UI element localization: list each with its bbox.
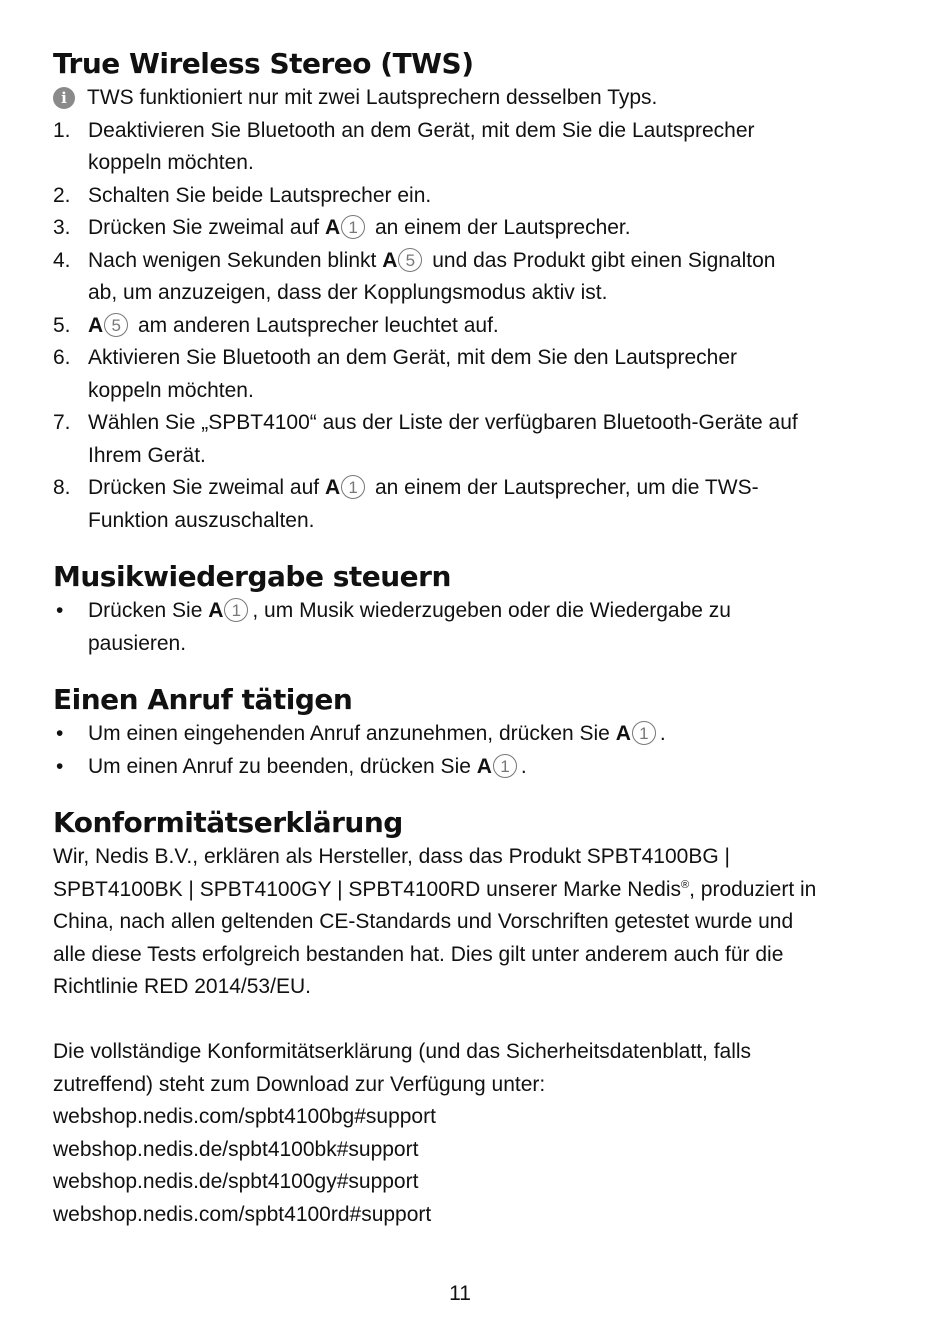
list-item: • Um einen eingehenden Anruf anzunehmen, drücken Sie A 1 . (53, 718, 913, 751)
tws-steps-list (53, 115, 913, 538)
bullet: • (56, 754, 64, 778)
support-link[interactable]: webshop.nedis.de/spbt4100bk#support (53, 1137, 419, 1161)
download-paragraph: Die vollständige Konformitätserklärung (und das Sicherheitsdatenblatt, falls zutreffend) steht zum Download zur Verfügung unter: webshop.nedis.com/spbt4100bg#support webshop.nedis.de/spbt4100bk#support webshop.nedis.de/spbt4100gy#support webshop.nedis.com/spbt4100rd#support (53, 1036, 913, 1231)
section-heading-tws: True Wireless Stereo (TWS) (53, 47, 474, 80)
button-a-label: A (324, 216, 341, 239)
page-number: 11 (449, 1282, 471, 1305)
section-heading-call: Einen Anruf tätigen (53, 683, 353, 716)
list-item: 6. Aktivieren Sie Bluetooth an dem Gerät, mit dem Sie den Lautsprecher koppeln möchten. (53, 346, 738, 402)
button-a-label: A (615, 722, 631, 745)
list-item: • Drücken Sie A 1 , um Musik wiederzugeben oder die Wiedergabe zu pausieren. (53, 595, 913, 660)
section-heading-conformity: Konformitätserklärung (53, 806, 403, 839)
list-item: 7. Wählen Sie „SPBT4100“ aus der Liste der verfügbaren Bluetooth-Geräte auf Ihrem Gerät. (53, 411, 798, 467)
info-icon: i (53, 87, 75, 109)
circled-reference-number: 1 (224, 598, 248, 622)
list-item: 8. Drücken Sie zweimal auf A 1 an einem der Lautsprecher, um die TWS- Funktion auszuschalten. (53, 476, 759, 532)
call-list (53, 718, 913, 783)
list-item: 5. A 5 am anderen Lautsprecher leuchtet auf. (53, 313, 499, 337)
registered-trademark: ® (681, 878, 690, 891)
tws-note-text: TWS funktioniert nur mit zwei Lautsprechern desselben Typs. (87, 86, 658, 109)
list-item: • Um einen Anruf zu beenden, drücken Sie A 1 . (53, 751, 913, 784)
music-list (53, 595, 913, 660)
tws-note (53, 82, 913, 115)
circled-reference-number: 5 (398, 248, 422, 272)
list-item: 3. Drücken Sie zweimal auf A 1 an einem der Lautsprecher. (53, 216, 631, 239)
list-item: 2. Schalten Sie beide Lautsprecher ein. (53, 183, 432, 207)
list-item: 1. Deaktivieren Sie Bluetooth an dem Gerät, mit dem Sie die Lautsprecher koppeln möchten. (53, 118, 755, 174)
circled-reference-number: 1 (341, 475, 365, 499)
support-link[interactable]: webshop.nedis.de/spbt4100gy#support (53, 1170, 419, 1193)
support-link[interactable]: webshop.nedis.com/spbt4100bg#support (53, 1105, 436, 1128)
circled-reference-number: 1 (632, 721, 656, 745)
button-a-label: A (208, 599, 224, 622)
bullet: • (56, 722, 64, 745)
circled-reference-number: 1 (493, 754, 517, 778)
button-a-label: A (382, 248, 398, 272)
button-a-label: A (476, 754, 492, 778)
button-a-label: A (88, 313, 104, 337)
list-item: 4. Nach wenigen Sekunden blinkt A 5 und das Produkt gibt einen Signalton ab, um anzuzeigen, dass der Kopplungsmodus aktiv ist. (53, 248, 776, 304)
button-a-label: A (324, 476, 341, 499)
circled-reference-number: 1 (341, 215, 365, 239)
circled-reference-number: 5 (104, 313, 128, 337)
conformity-paragraph: Wir, Nedis B.V., erklären als Hersteller, dass das Produkt SPBT4100BG | SPBT4100BK | SPBT4100GY | SPBT4100RD unserer Marke Nedis®, produziert in China, nach allen geltenden CE-Standards und Vorschriften getestet wurde und alle diese Tests erfolgreich bestanden hat. Dies gilt unter anderem auch für die Richtlinie RED 2014/53/EU. (53, 845, 817, 998)
bullet: • (56, 599, 64, 622)
support-link[interactable]: webshop.nedis.com/spbt4100rd#support (53, 1202, 432, 1226)
page-content (53, 46, 913, 1231)
section-heading-music: Musikwiedergabe steuern (53, 560, 451, 593)
